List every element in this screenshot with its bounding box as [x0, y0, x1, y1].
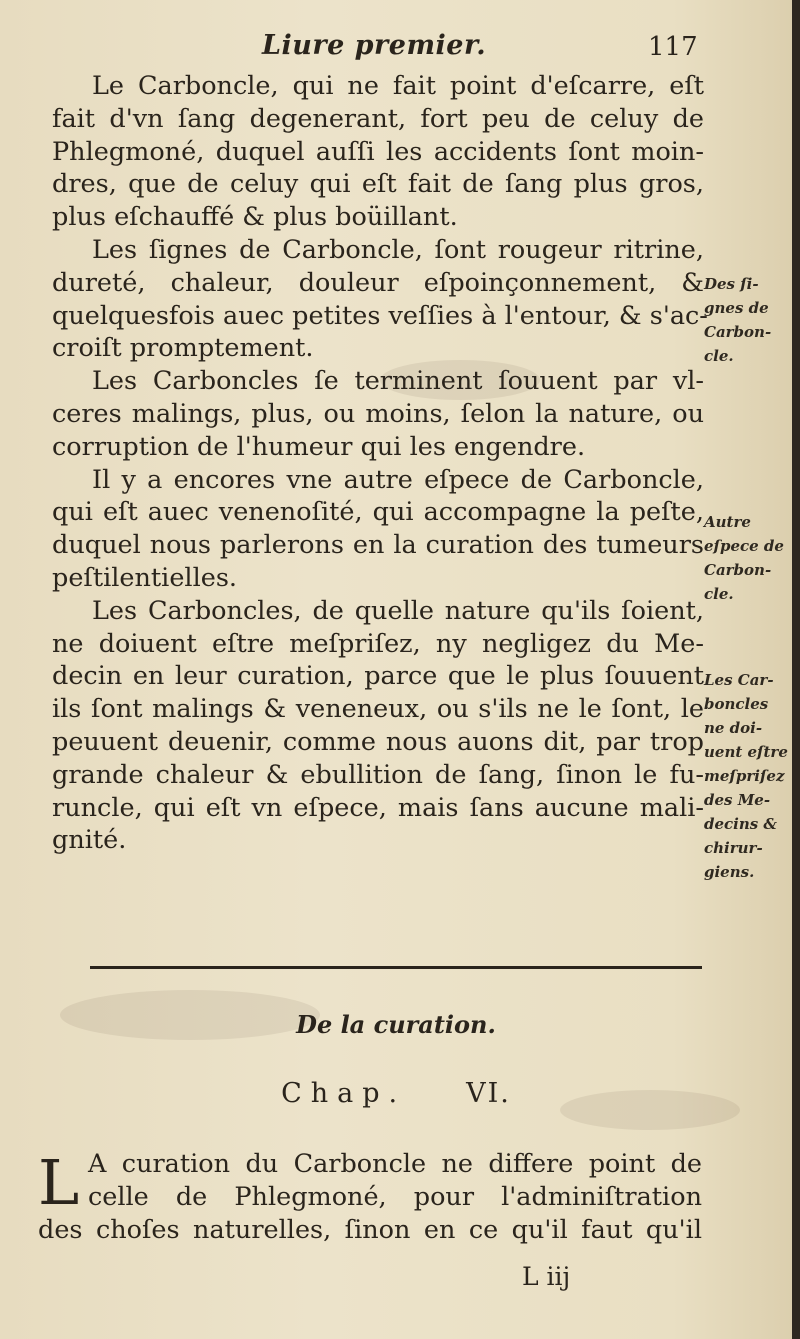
- section-title: De la curation.: [296, 1010, 496, 1039]
- chapter-number: VI.: [466, 1078, 511, 1109]
- signature-mark: L iij: [522, 1262, 571, 1291]
- margin-note-line: Autre: [704, 513, 751, 531]
- text-line: plus eſchauffé & plus boüillant.: [52, 202, 458, 233]
- margin-note-line: Les Car-: [704, 671, 774, 689]
- text-line: Les Carboncles ſe terminent ſouuent par vl-: [92, 366, 704, 397]
- page-header: [0, 22, 792, 72]
- text-line: ils ſont malings & veneneux, ou s'ils ne le ſont, le: [52, 694, 704, 725]
- body-text: [52, 70, 708, 857]
- margin-note-line: eſpece de: [704, 537, 784, 555]
- paragraph: [52, 70, 704, 234]
- margin-note: [704, 668, 790, 884]
- text-line: Les ſignes de Carboncle, ſont rougeur ritrine,: [92, 234, 704, 265]
- margin-note: [704, 510, 790, 606]
- margin-note-line: chirur-: [704, 839, 763, 857]
- page-number: 117: [648, 32, 698, 62]
- margin-note-line: boncles: [704, 695, 769, 713]
- margin-note-line: Carbon-: [704, 561, 772, 579]
- margin-note-line: gnes de: [704, 299, 769, 317]
- text-line: dres, que de celuy qui eſt fait de ſang plus gros,: [52, 169, 704, 200]
- paragraph: [52, 595, 704, 857]
- text-line: fait d'vn ſang degenerant, fort peu de celuy de: [52, 103, 704, 134]
- text-line: qui eſt auec venenoſité, qui accompagne la peſte,: [52, 497, 704, 528]
- paragraph: [52, 234, 708, 365]
- text-line: quelquesfois auec petites veſſies à l'entour, & s'ac-: [52, 300, 708, 331]
- text-line: Phlegmoné, duquel auſſi les accidents ſont moin-: [52, 136, 704, 167]
- text-line: celle de Phlegmoné, pour l'adminiſtration: [88, 1181, 702, 1212]
- margin-note-line: ne doi-: [704, 719, 763, 737]
- margin-note-line: cle.: [704, 585, 734, 603]
- text-line: peſtilentielles.: [52, 562, 238, 593]
- margin-note-line: meſpriſez: [704, 767, 785, 785]
- text-line: ne doiuent eſtre meſpriſez, ny negligez du Me-: [52, 628, 704, 659]
- paragraph: [52, 365, 704, 463]
- text-line: gnité.: [52, 825, 127, 856]
- page-edge: [792, 0, 800, 1339]
- drop-cap: L: [38, 1146, 80, 1219]
- margin-note-line: decins &: [704, 815, 777, 833]
- chapter-heading: [0, 1078, 792, 1109]
- text-line: A curation du Carboncle ne differe point de: [88, 1149, 702, 1179]
- text-line: dureté, chaleur, douleur eſpoinçonnement, &: [52, 267, 704, 298]
- margin-note-line: uent eſtre: [704, 743, 788, 761]
- text-line: des choſes naturelles, ſinon en ce qu'il faut qu'il: [38, 1214, 702, 1245]
- margin-note-line: des Me-: [704, 791, 771, 809]
- text-line: runcle, qui eſt vn eſpece, mais ſans aucune mali-: [52, 792, 704, 823]
- margin-note-line: cle.: [704, 347, 734, 365]
- text-line: corruption de l'humeur qui les engendre.: [52, 431, 586, 462]
- text-line: decin en leur curation, parce que le plus ſouuent: [52, 661, 704, 692]
- text-line: peuuent deuenir, comme nous auons dit, par trop: [52, 726, 704, 757]
- text-line: Le Carboncle, qui ne fait point d'eſcarre, eſt: [92, 71, 704, 101]
- text-line: croiſt promptement.: [52, 333, 314, 364]
- margin-note-line: giens.: [704, 863, 755, 881]
- text-line: duquel nous parlerons en la curation des tumeurs: [52, 530, 704, 561]
- text-line: grande chaleur & ebullition de ſang, ſinon le fu-: [52, 759, 704, 790]
- margin-note-line: Des ſi-: [704, 275, 759, 293]
- chapter-label: Chap.: [281, 1078, 407, 1109]
- text-line: Il y a encores vne autre eſpece de Carboncle,: [92, 464, 704, 495]
- text-line: Les Carboncles, de quelle nature qu'ils ſoient,: [92, 595, 704, 626]
- running-title: Liure premier.: [262, 30, 487, 61]
- text-line: ceres malings, plus, ou moins, ſelon la nature, ou: [52, 398, 704, 429]
- margin-note: [704, 272, 790, 368]
- chapter-opening: [38, 1148, 702, 1246]
- paragraph: [52, 464, 704, 595]
- margin-note-line: Carbon-: [704, 323, 772, 341]
- section-divider: [90, 966, 702, 969]
